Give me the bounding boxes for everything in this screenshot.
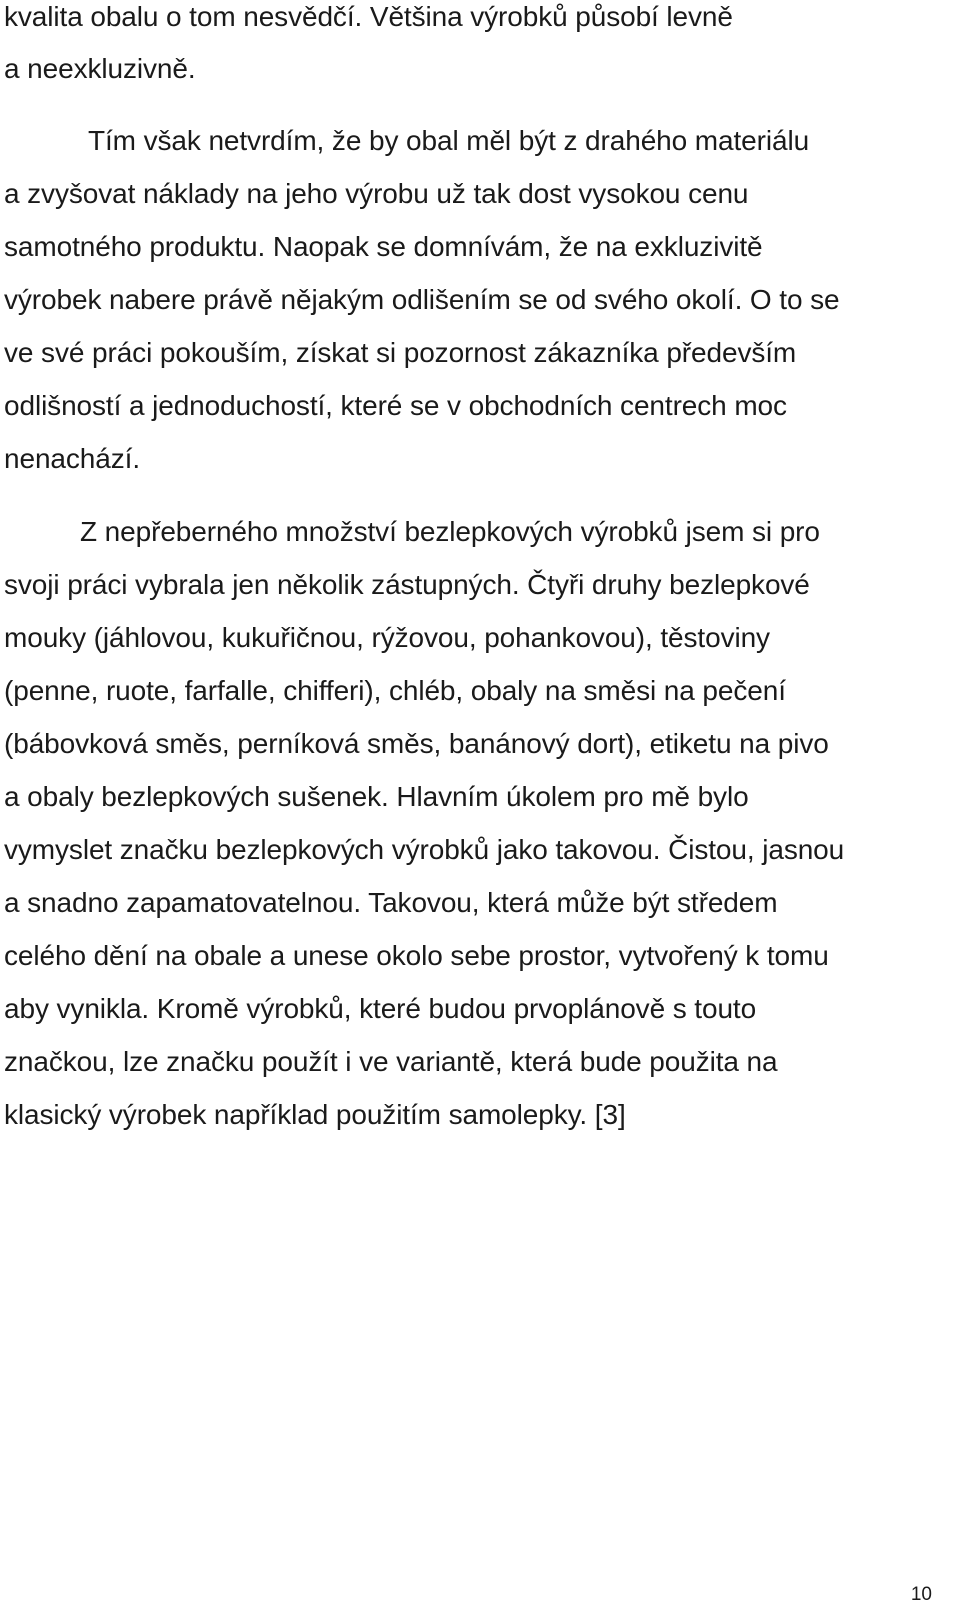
text-line: (bábovková směs, perníková směs, banánový dort), etiketu na pivo <box>4 728 829 759</box>
paragraph-start-line: Z nepřeberného množství bezlepkových výrobků jsem si pro <box>80 516 820 547</box>
text-line: a neexkluzivně. <box>4 53 196 84</box>
text-line: aby vynikla. Kromě výrobků, které budou prvoplánově s touto <box>4 993 757 1024</box>
paragraph-start-line: Tím však netvrdím, že by obal měl být z drahého materiálu <box>88 125 810 156</box>
text-line: (penne, ruote, farfalle, chifferi), chléb, obaly na směsi na pečení <box>4 675 786 706</box>
text-line: výrobek nabere právě nějakým odlišením se od svého okolí. O to se <box>4 284 840 315</box>
text-line: a snadno zapamatovatelnou. Takovou, která může být středem <box>4 887 778 918</box>
text-line: vymyslet značku bezlepkových výrobků jako takovou. Čistou, jasnou <box>4 834 845 865</box>
text-line: a obaly bezlepkových sušenek. Hlavním úkolem pro mě bylo <box>4 781 749 812</box>
text-line: svoji práci vybrala jen několik zástupných. Čtyři druhy bezlepkové <box>4 569 810 600</box>
text-line: klasický výrobek například použitím samolepky. [3] <box>4 1099 626 1130</box>
text-line: kvalita obalu o tom nesvědčí. Většina výrobků působí levně <box>4 1 733 32</box>
text-line: celého dění na obale a unese okolo sebe prostor, vytvořený k tomu <box>4 940 829 971</box>
text-line: nenachází. <box>4 443 140 474</box>
text-line: samotného produktu. Naopak se domnívám, že na exkluzivitě <box>4 231 763 262</box>
text-line: ve své práci pokouším, získat si pozornost zákazníka především <box>4 337 797 368</box>
text-line: značkou, lze značku použít i ve variantě, která bude použita na <box>4 1046 778 1077</box>
text-line: mouky (jáhlovou, kukuřičnou, rýžovou, pohankovou), těstoviny <box>4 622 770 653</box>
text-line: a zvyšovat náklady na jeho výrobu už tak dost vysokou cenu <box>4 178 749 209</box>
page-number: 10 <box>910 1584 932 1605</box>
text-line: odlišností a jednoduchostí, které se v obchodních centrech moc <box>4 390 787 421</box>
